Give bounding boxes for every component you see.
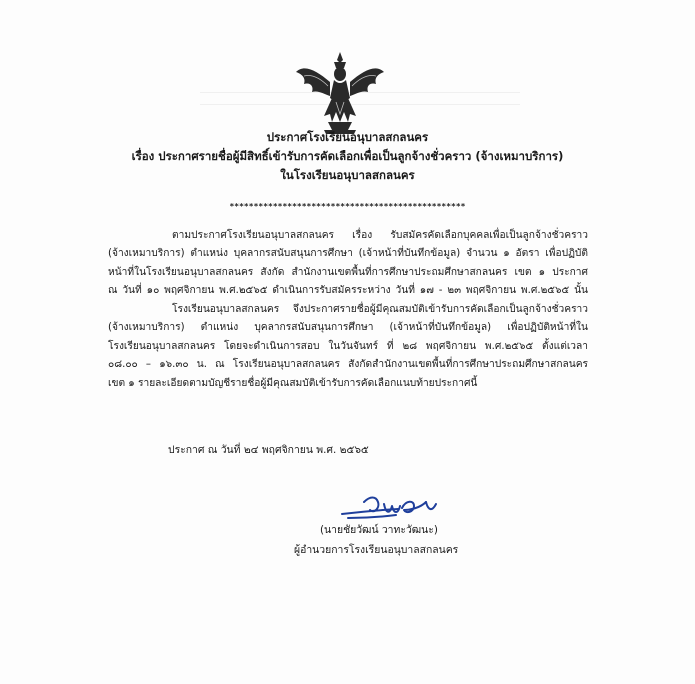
paragraph-line: ณ วันที่ ๑๐ พฤศจิกายน พ.ศ.๒๕๖๕ ดำเนินการรับสมัครระหว่าง วันที่ ๑๗ - ๒๓ พฤศจิกายน พ.ศ.๒๕๖๕ นั้น [108, 285, 588, 297]
signatory-position: ผู้อำนวยการโรงเรียนอนุบาลสกลนคร [294, 544, 459, 556]
paragraph-line: โรงเรียนอนุบาลสกลนคร จึงประกาศรายชื่อผู้มีคุณสมบัติเข้ารับการคัดเลือกเป็นลูกจ้างชั่วคราว [172, 304, 588, 315]
body-paragraph-1 [108, 227, 588, 301]
paragraph-line: (จ้างเหมาบริการ) ตำแหน่ง บุคลากรสนับสนุนการศึกษา (เจ้าหน้าที่บันทึกข้อมูล) เพื่อปฏิบัติหน้าที่ใน [108, 322, 588, 334]
document-title: ประกาศโรงเรียนอนุบาลสกลนคร [266, 130, 429, 144]
announcement-date: ประกาศ ณ วันที่ ๒๔ พฤศจิกายน พ.ศ. ๒๕๖๕ [168, 444, 369, 456]
paragraph-line: ตามประกาศโรงเรียนอนุบาลสกลนคร เรื่อง รับสมัครคัดเลือกบุคคลเพื่อเป็นลูกจ้างชั่วคราว [172, 230, 588, 241]
separator-line: ************************************************* [229, 202, 466, 211]
garuda-emblem-icon [294, 50, 386, 140]
paragraph-line: ๐๘.๐๐ – ๑๖.๓๐ น. ณ โรงเรียนอนุบาลสกลนคร สังกัดสำนักงานเขตพื้นที่การศึกษาประถมศึกษาสกลนคร [108, 359, 588, 371]
paragraph-line: โรงเรียนอนุบาลสกลนคร โดยจะดำเนินการสอบ ในวันจันทร์ ที่ ๒๘ พฤศจิกายน พ.ศ.๒๕๖๕ ตั้งแต่เวลา [108, 340, 588, 352]
document-subject-line2: ในโรงเรียนอนุบาลสกลนคร [280, 168, 415, 182]
body-paragraph-2 [108, 301, 588, 393]
paragraph-line: เขต ๑ รายละเอียดตามบัญชีรายชื่อผู้มีคุณสมบัติเข้ารับการคัดเลือกแนบท้ายประกาศนี้ [108, 377, 478, 389]
paragraph-line: หน้าที่ในโรงเรียนอนุบาลสกลนคร สังกัด สำนักงานเขตพื้นที่การศึกษาประถมศึกษาสกลนคร เขต ๑ ประกาศ [108, 266, 588, 278]
paragraph-line: (จ้างเหมาบริการ) ตำแหน่ง บุคลากรสนับสนุนการศึกษา (เจ้าหน้าที่บันทึกข้อมูล) จำนวน ๑ อัตรา เพื่อปฏิบัติ [108, 248, 588, 260]
signatory-name: (นายชัยวัฒน์ วาทะวัฒนะ) [320, 524, 438, 536]
document-subject: เรื่อง ประกาศรายชื่อผู้มีสิทธิ์เข้ารับการคัดเลือกเพื่อเป็นลูกจ้างชั่วคราว (จ้างเหมาบริการ) [131, 149, 564, 163]
